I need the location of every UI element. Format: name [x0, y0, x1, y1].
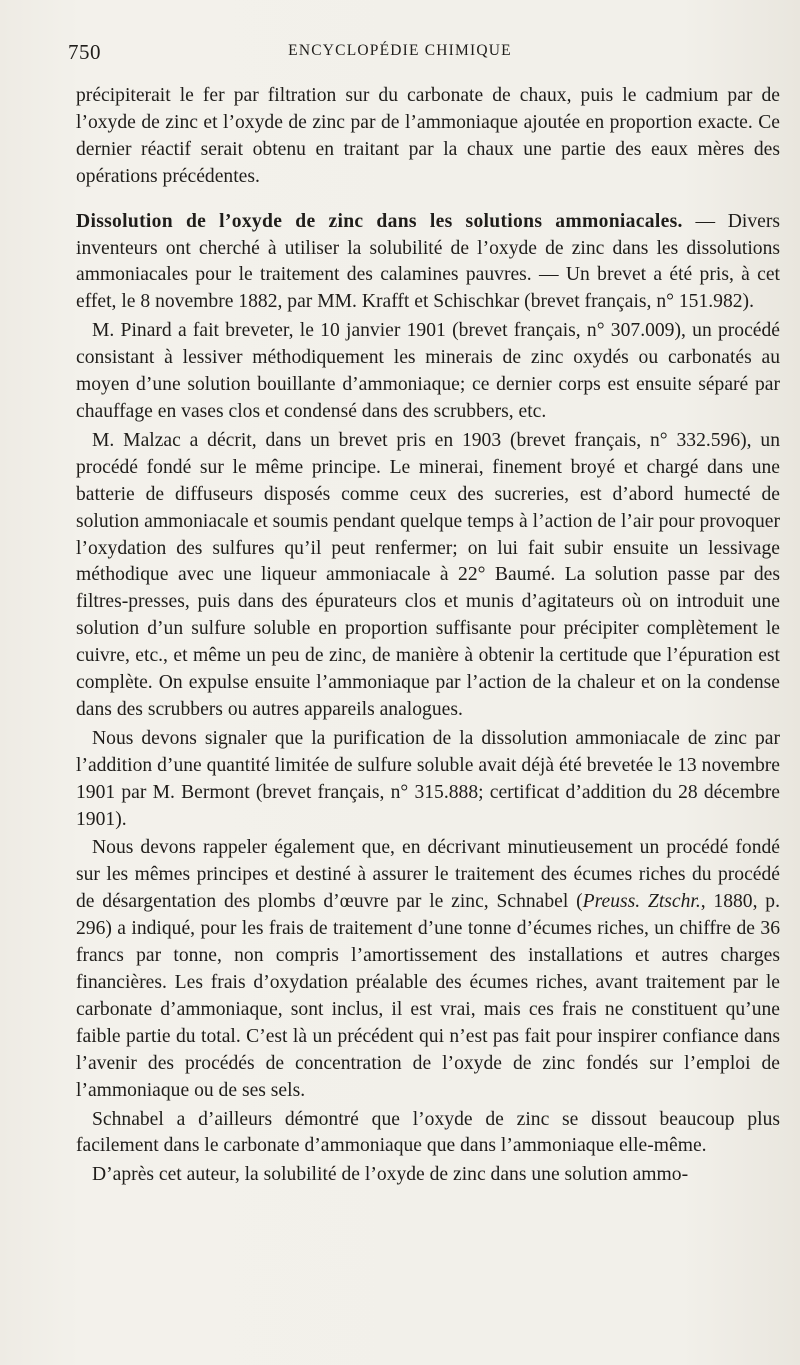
- page-number: 750: [68, 40, 101, 64]
- section-paragraph: [76, 209, 780, 317]
- paragraph-pinard: M. Pinard a fait breveter, le 10 janvier 1901 (brevet français, n° 307.009), un procédé consistant à lessiver méthodiquement les minerais de zinc oxydés ou carbonatés au moyen d’une solution bouillante d’ammoniaque; ce dernier corps est ensuite séparé par chauffage en vases clos et condensé dans des scrubbers, etc.: [76, 320, 780, 422]
- paragraph-bermont: Nous devons signaler que la purification de la dissolution ammoniacale de zinc par l’addition d’une quantité limitée de sulfure soluble avait déjà été brevetée le 13 novembre 1901 par M. Bermont (brevet français, n° 315.888; certificat d’addition du 28 décembre 1901).: [76, 727, 780, 830]
- schnabel-text-before: Nous devons rappeler également que, en décrivant minutieusement un procédé fondé sur les mêmes principes et destiné à assurer le traitement des écumes riches du procédé de désargentation des plombs d’œuvre par le zinc, Schnabel (: [76, 837, 780, 913]
- paragraph-final: D’après cet auteur, la solubilité de l’oxyde de zinc dans une solution ammo-: [92, 1164, 689, 1186]
- journal-citation: Preuss. Ztschr.: [582, 891, 701, 913]
- section-title: Dissolution de l’oxyde de zinc dans les solutions ammoniacales.: [76, 210, 683, 232]
- page-header: [0, 40, 800, 70]
- paragraph-schnabel-costs: [76, 835, 780, 1104]
- paragraph-malzac: M. Malzac a décrit, dans un brevet pris en 1903 (brevet français, n° 332.596), un procédé fondé sur le même principe. Le minerai, finement broyé et chargé dans une batterie de diffuseurs disposés comme ceux des sucreries, est d’abord humecté de solution ammoniacale et soumis pendant quelque temps à l’action de l’air pour provoquer l’oxydation des sulfures qu’il peut renfermer; on lui fait subir ensuite un lessivage méthodique avec une liqueur ammoniacale à 22° Baumé. La solution passe par des filtres-presses, puis dans des épurateurs clos et munis d’agitateurs où on introduit une solution d’un sulfure soluble en proportion suffisante pour précipiter complètement le cuivre, etc., et même un peu de zinc, de manière à obtenir la certitude que l’épuration est complète. On expulse ensuite l’ammoniaque par l’action de la chaleur et on la condense dans des scrubbers ou autres appareils analogues.: [76, 429, 780, 720]
- schnabel-text-after: , 1880, p. 296) a indiqué, pour les frais de traitement d’une tonne d’écumes riches, un chiffre de 36 francs par tonne, non compris l’amortissement des installations et autres charges financières. Les frais d’oxydation préalable des écumes riches, avant traitement par le carbonate d’ammoniaque, sont inclus, il est vrai, mais ces frais ne constituent qu’une faible partie du total. C’est là un précédent qui n’est pas fait pour inspirer confiance dans l’avenir des procédés de concentration de l’oxyde de zinc fondés sur l’emploi de l’ammoniaque ou de ses sels.: [76, 891, 780, 1101]
- body-text: [76, 83, 780, 1189]
- running-title: ENCYCLOPÉDIE CHIMIQUE: [288, 42, 512, 59]
- paragraph-1: précipiterait le fer par filtration sur du carbonate de chaux, puis le cadmium par de l’oxyde de zinc et l’oxyde de zinc par de l’ammoniaque ajoutée en proportion exacte. Ce dernier réactif serait obtenu en traitant par la chaux une partie des eaux mères des opérations précédentes.: [76, 85, 780, 187]
- section-intro-text: — Divers inventeurs ont cherché à utiliser la solubilité de l’oxyde de zinc dans les dissolutions ammoniacales pour le traitement des calamines pauvres. — Un brevet a été pris, à cet effet, le 8 novembre 1882, par MM. Krafft et Schischkar (brevet français, n° 151.982).: [76, 210, 780, 313]
- paragraph-schnabel-solubility: Schnabel a d’ailleurs démontré que l’oxyde de zinc se dissout beaucoup plus facilement dans le carbonate d’ammoniaque que dans l’ammoniaque elle-même.: [76, 1108, 780, 1157]
